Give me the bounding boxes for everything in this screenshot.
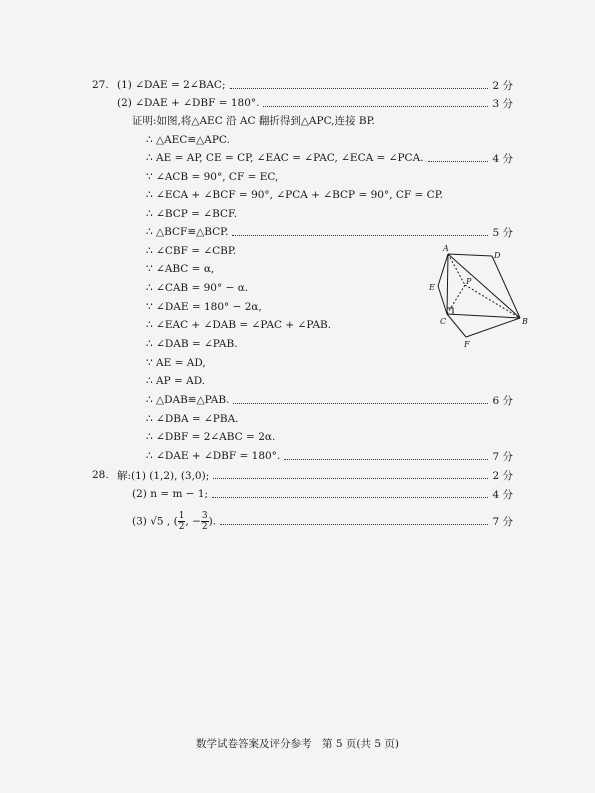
proof-step: ∵ AE = AD, bbox=[146, 357, 206, 369]
score: 2 分 bbox=[492, 79, 513, 92]
answer-row bbox=[146, 393, 513, 407]
fraction-denominator: 2 bbox=[178, 521, 185, 532]
answer-row bbox=[146, 225, 513, 239]
segment-ae bbox=[438, 254, 448, 286]
answer-row bbox=[117, 468, 513, 482]
proof-step: ∴ ∠DBF = 2∠ABC = 2α. bbox=[146, 431, 276, 443]
label-p: P bbox=[466, 277, 472, 286]
leader-dots bbox=[212, 490, 488, 498]
segment-ad bbox=[448, 254, 492, 256]
segment-pb bbox=[465, 285, 520, 318]
proof-step: ∴ ∠BCP = ∠BCF. bbox=[146, 208, 238, 220]
question-number-28: 28. bbox=[92, 469, 109, 481]
leader-dots bbox=[233, 396, 488, 404]
answer-row bbox=[117, 78, 513, 92]
geometry-figure bbox=[418, 240, 538, 350]
label-e: E bbox=[429, 283, 435, 292]
label-d: D bbox=[494, 251, 501, 260]
score: 6 分 bbox=[492, 394, 513, 407]
segment-cb bbox=[447, 314, 520, 318]
question-number-27: 27. bbox=[92, 79, 109, 91]
score: 7 分 bbox=[492, 450, 513, 463]
score: 4 分 bbox=[492, 488, 513, 501]
proof-step: ∴ ∠CAB = 90° − α. bbox=[146, 282, 249, 294]
page-footer: 数学试卷答案及评分参考 第 5 页(共 5 页) bbox=[196, 738, 399, 750]
leader-dots bbox=[284, 452, 488, 460]
segment-ec bbox=[438, 286, 447, 314]
leader-dots bbox=[428, 154, 489, 162]
answer-row bbox=[146, 151, 513, 165]
proof-step: ∴ ∠DAB = ∠PAB. bbox=[146, 338, 238, 350]
score: 4 分 bbox=[492, 152, 513, 165]
leader-dots bbox=[232, 228, 488, 236]
answer-text: (2) ∠DAE + ∠DBF = 180°. bbox=[117, 97, 260, 109]
proof-step: ∵ ∠DAE = 180° − 2α, bbox=[146, 301, 262, 313]
proof-step: ∴ ∠EAC + ∠DAB = ∠PAC + ∠PAB. bbox=[146, 319, 332, 331]
answer-prefix: (3) √5 , ( bbox=[132, 515, 178, 527]
answer-suffix: ). bbox=[208, 515, 217, 527]
answer-text: 解:(1) (1,2), (3,0); bbox=[117, 469, 210, 482]
proof-step: ∴ ∠CBF = ∠CBP. bbox=[146, 245, 237, 257]
proof-step: ∴ ∠ECA + ∠BCF = 90°, ∠PCA + ∠BCP = 90°, CF = CP. bbox=[146, 189, 443, 201]
score: 5 分 bbox=[492, 226, 513, 239]
answer-row bbox=[132, 487, 513, 501]
label-f: F bbox=[464, 340, 470, 349]
proof-step: ∴ △DAB≌△PAB. bbox=[146, 394, 230, 406]
segment-ac bbox=[447, 254, 448, 314]
label-a: A bbox=[443, 244, 449, 253]
fraction-three-halves bbox=[201, 511, 209, 532]
proof-step: ∴ ∠DAE + ∠DBF = 180°. bbox=[146, 450, 281, 462]
segment-cp bbox=[447, 285, 465, 314]
score: 2 分 bbox=[492, 469, 513, 482]
label-b: B bbox=[522, 317, 528, 326]
answer-text: (2) n = m − 1; bbox=[132, 488, 209, 500]
answer-separator: , − bbox=[185, 515, 201, 527]
fraction-numerator: 3 bbox=[201, 510, 208, 521]
segment-cf bbox=[447, 314, 466, 337]
fraction-numerator: 1 bbox=[178, 510, 185, 521]
answer-row bbox=[117, 96, 513, 110]
proof-step: ∴ △AEC≌△APC. bbox=[146, 134, 230, 146]
proof-step: ∵ ∠ACB = 90°, CF = EC, bbox=[146, 171, 279, 183]
proof-step: ∴ △BCF≌△BCP. bbox=[146, 226, 229, 238]
segment-fb bbox=[466, 318, 520, 337]
proof-step: ∴ ∠DBA = ∠PBA. bbox=[146, 413, 239, 425]
leader-dots bbox=[263, 99, 488, 107]
leader-dots bbox=[213, 471, 488, 479]
proof-step: ∴ AE = AP, CE = CP, ∠EAC = ∠PAC, ∠ECA = ∠PCA. bbox=[146, 152, 424, 164]
segment-db bbox=[492, 256, 520, 318]
answer-row bbox=[132, 510, 513, 532]
proof-step: ∴ AP = AD. bbox=[146, 375, 206, 387]
label-c: C bbox=[440, 317, 447, 326]
segment-ab bbox=[448, 254, 520, 318]
proof-intro: 证明:如图,将△AEC 沿 AC 翻折得到△APC,连接 BP. bbox=[132, 115, 375, 127]
answer-row bbox=[146, 449, 513, 463]
score: 3 分 bbox=[492, 97, 513, 110]
leader-dots bbox=[220, 517, 488, 525]
answer-text bbox=[132, 511, 216, 532]
segment-ap bbox=[448, 254, 465, 285]
answer-text: (1) ∠DAE = 2∠BAC; bbox=[117, 79, 226, 91]
score: 7 分 bbox=[492, 515, 513, 528]
proof-step: ∵ ∠ABC = α, bbox=[146, 263, 215, 275]
fraction-denominator: 2 bbox=[201, 521, 208, 532]
leader-dots bbox=[230, 81, 489, 89]
